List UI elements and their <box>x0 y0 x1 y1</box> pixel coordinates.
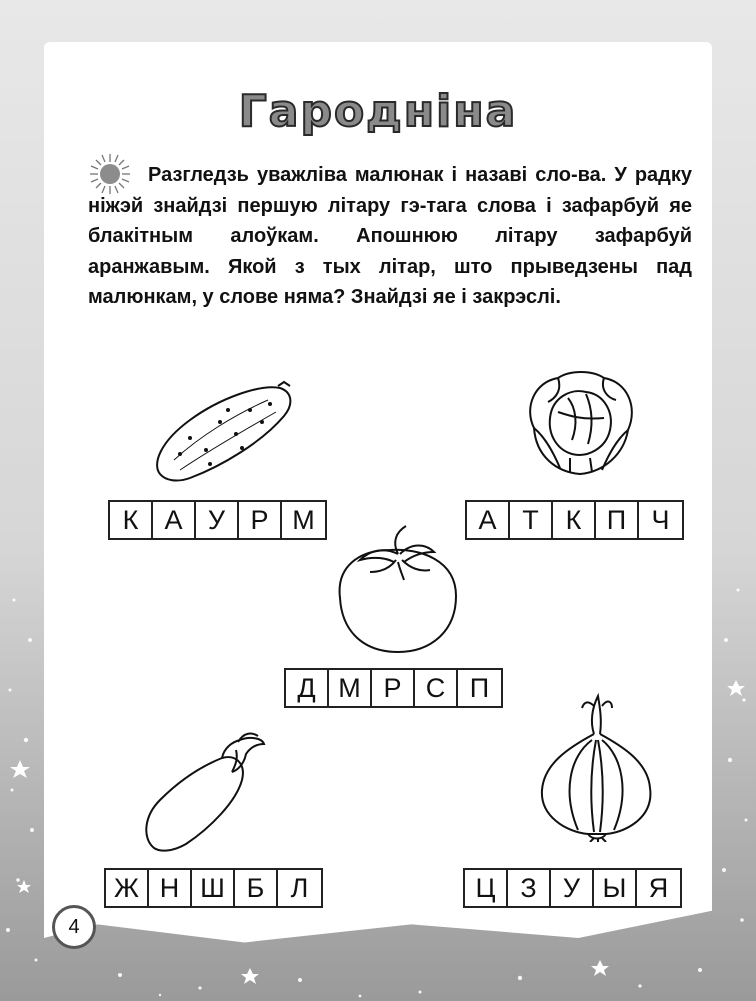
letter-cell[interactable]: С <box>415 670 458 706</box>
onion-icon <box>538 692 656 842</box>
letter-cell[interactable]: Я <box>648 872 669 903</box>
letter-cell[interactable]: Ч <box>651 504 670 535</box>
letter-row-tomato <box>284 668 503 708</box>
letter-cell[interactable]: Н <box>149 870 192 906</box>
letter-cell[interactable]: Ы <box>594 870 637 906</box>
letter-row-cucumber <box>108 500 327 540</box>
letter-cell[interactable]: М <box>292 504 315 535</box>
page-number: 4 <box>52 905 96 949</box>
letter-row-onion <box>463 868 682 908</box>
letter-row-eggplant <box>104 868 323 908</box>
letter-cell[interactable]: К <box>553 502 596 538</box>
letter-cell[interactable]: Ц <box>465 870 508 906</box>
letter-cell[interactable]: Ш <box>192 870 235 906</box>
cabbage-icon <box>520 368 640 480</box>
page-title: Гароднiна <box>238 86 518 137</box>
letter-cell[interactable]: У <box>551 870 594 906</box>
tomato-icon <box>330 524 464 658</box>
eggplant-icon <box>140 730 270 858</box>
letter-cell[interactable]: К <box>110 502 153 538</box>
letter-cell[interactable]: А <box>467 502 510 538</box>
letter-row-cabbage <box>465 500 684 540</box>
letter-cell[interactable]: Б <box>235 870 278 906</box>
letter-cell[interactable]: Л <box>290 872 309 903</box>
letter-cell[interactable]: Д <box>286 670 329 706</box>
letter-cell[interactable]: П <box>596 502 639 538</box>
letter-cell[interactable]: З <box>508 870 551 906</box>
letter-cell[interactable]: У <box>196 502 239 538</box>
letter-cell[interactable]: Р <box>372 670 415 706</box>
letter-cell[interactable]: П <box>469 672 490 703</box>
letter-cell[interactable]: А <box>153 502 196 538</box>
letter-cell[interactable]: Ж <box>106 870 149 906</box>
letter-cell[interactable]: Р <box>239 502 282 538</box>
letter-cell[interactable]: М <box>329 670 372 706</box>
cucumber-icon <box>150 378 296 490</box>
letter-cell[interactable]: Т <box>510 502 553 538</box>
task-instruction: Разгледзь уважлiва малюнак i назавi сло-ва. У радку нiжэй знайдзi першую лiтару гэ-тага слова i зафарбуй яе блакiтным алоўкам. Апошнюю лiтару зафарбуй аранжавым. Якой з тых лiтар, што прыведзены пад малюнкам, у слове няма? Знайдзi яе i закрэслi. <box>88 164 692 308</box>
